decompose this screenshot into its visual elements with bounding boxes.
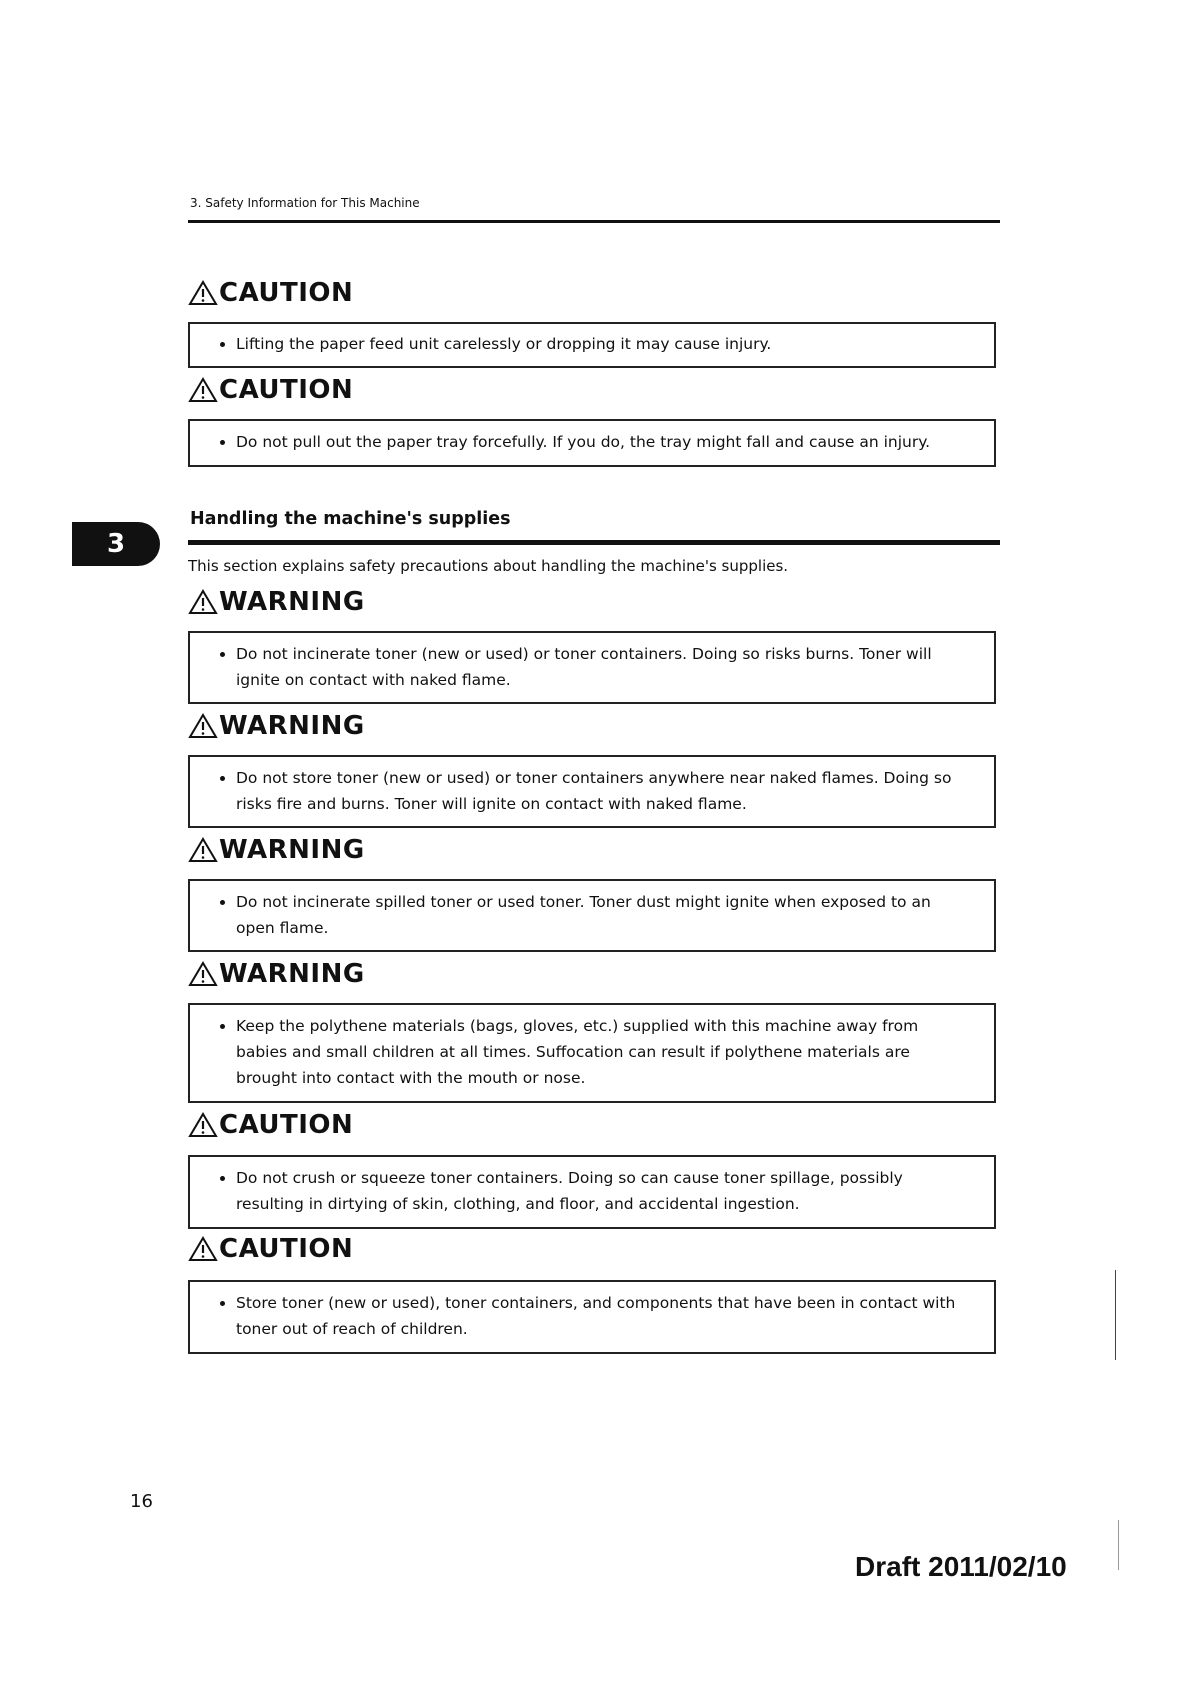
notice-label: WARNING [219,959,365,989]
running-header: 3. Safety Information for This Machine [190,196,420,210]
warning-triangle-icon [188,1236,218,1262]
warning-triangle-icon [188,280,218,306]
chapter-tab: 3 [72,522,160,566]
notice-text: • Do not pull out the paper tray forcefully. If you do, the tray might fall and cause an injury. [236,429,974,455]
section-title: Handling the machine's supplies [190,509,511,529]
caution-heading [188,278,353,308]
notice-text: • Lifting the paper feed unit carelessly or dropping it may cause injury. [236,331,974,357]
caution-heading [188,1234,353,1264]
caution-box [188,1155,996,1229]
caution-box [188,1280,996,1354]
warning-box [188,755,996,828]
notice-label: CAUTION [219,375,354,405]
warning-triangle-icon [188,837,218,863]
scan-edge-mark [1115,1270,1116,1360]
notice-text: • Do not incinerate spilled toner or used toner. Toner dust might ignite when exposed to an open flame. [236,889,974,941]
section-rule [188,540,1000,545]
caution-box [188,322,996,368]
header-rule [188,220,1000,223]
notice-text: • Keep the polythene materials (bags, gloves, etc.) supplied with this machine away from babies and small children at all times. Suffocation can result if polythene materials are brought into contact with the mouth or nose. [236,1013,974,1091]
notice-label: CAUTION [219,1110,354,1140]
warning-triangle-icon [188,589,218,615]
warning-triangle-icon [188,377,218,403]
warning-heading [188,835,365,865]
notice-label: CAUTION [219,1234,354,1264]
section-intro: This section explains safety precautions about handling the machine's supplies. [188,557,789,575]
warning-triangle-icon [188,713,218,739]
warning-box [188,879,996,952]
notice-text: • Do not incinerate toner (new or used) or toner containers. Doing so risks burns. Toner will ignite on contact with naked flame. [236,641,974,693]
warning-triangle-icon [188,1112,218,1138]
notice-label: WARNING [219,835,365,865]
caution-heading [188,1110,353,1140]
notice-label: CAUTION [219,278,354,308]
warning-heading [188,587,365,617]
warning-box [188,631,996,704]
warning-heading [188,959,365,989]
caution-heading [188,375,353,405]
notice-text: • Store toner (new or used), toner containers, and components that have been in contact with toner out of reach of children. [236,1290,974,1342]
warning-heading [188,711,365,741]
page-number: 16 [130,1491,153,1512]
notice-text: • Do not crush or squeeze toner containers. Doing so can cause toner spillage, possibly resulting in dirtying of skin, clothing, and floor, and accidental ingestion. [236,1165,974,1217]
caution-box [188,419,996,467]
scan-edge-mark [1118,1520,1119,1570]
warning-triangle-icon [188,961,218,987]
notice-label: WARNING [219,711,365,741]
notice-label: WARNING [219,587,365,617]
draft-stamp: Draft 2011/02/10 [855,1551,1067,1582]
notice-text: • Do not store toner (new or used) or toner containers anywhere near naked flames. Doing so risks fire and burns. Toner will ignite on contact with naked flame. [236,765,974,817]
warning-box [188,1003,996,1103]
